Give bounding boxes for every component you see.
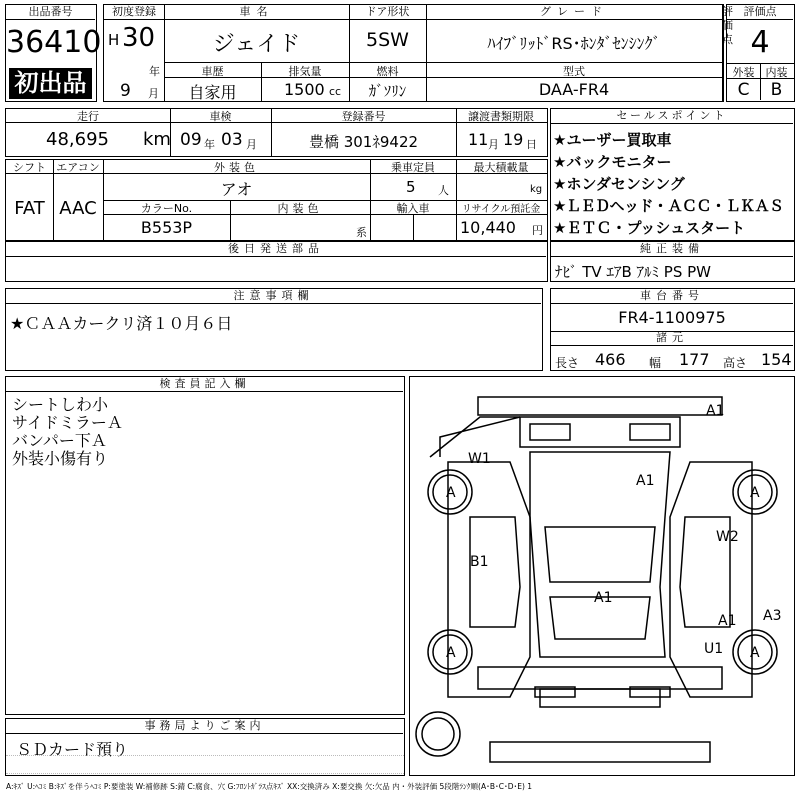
inspection-month: 03: [221, 130, 243, 150]
lot-label: 出品番号: [6, 5, 95, 20]
transfer-month: 11: [468, 130, 489, 149]
mark-roof: A1: [594, 590, 613, 606]
sales-point-4: ★ＬＥＤヘッド・ＡＣＣ・ＬＫＡＳ: [553, 197, 784, 215]
later-parts-box: [5, 241, 548, 282]
sales-point-3: ★ホンダセンシング: [553, 175, 685, 193]
chassis-label: 車台番号: [551, 289, 793, 304]
door-label: ドア形状: [349, 5, 426, 20]
model-value: DAA-FR4: [538, 80, 610, 99]
displacement-label: 排気量: [288, 65, 322, 78]
dimensions-label: 諸元: [551, 331, 793, 346]
sales-points-box: [550, 108, 795, 241]
genuine-value: ﾅﾋﾞ TV ｴｱB ｱﾙﾐ PS PW: [555, 263, 711, 281]
color-no-value: B553P: [140, 218, 193, 237]
car-name-value: ジェイド: [212, 32, 301, 57]
transfer-month-unit: 月: [488, 138, 499, 151]
mark-wheel-rr: A: [750, 645, 760, 661]
interior-grade-label: 内装: [765, 66, 788, 79]
int-color-label: 内装色: [277, 202, 323, 215]
registration-box: [5, 108, 548, 157]
aircon-label: エアコン: [56, 161, 100, 174]
first-reg-era: H: [108, 31, 120, 49]
mark-w2: W2: [716, 529, 739, 545]
chassis-box: [550, 288, 795, 371]
color-no-label: カラーNo.: [140, 202, 193, 215]
inspector-line-2: サイドミラーＡ: [12, 413, 123, 432]
transfer-label: 譲渡書類期限: [468, 110, 534, 123]
first-listing-badge: [9, 68, 92, 99]
mark-wheel-rl: A: [446, 645, 456, 661]
max-load-label: 最大積載量: [473, 161, 529, 174]
mark-w1: W1: [468, 451, 491, 467]
caution-value: ★ＣＡＡカークリ済１０月６日: [10, 314, 233, 333]
mileage-label: 走行: [77, 110, 99, 123]
grade-label: グレード: [426, 5, 722, 20]
inspector-line-4: 外装小傷有り: [12, 449, 109, 468]
mark-front-bumper: A1: [706, 403, 725, 419]
inspection-label: 車検: [209, 110, 232, 123]
capacity-label: 乗車定員: [391, 161, 435, 174]
office-value: ＳＤカード預り: [16, 740, 129, 759]
transfer-day-unit: 日: [526, 138, 537, 151]
displacement-unit: cc: [329, 85, 342, 98]
caution-label: 注意事項欄: [6, 289, 541, 304]
later-parts-label: 後日発送部品: [6, 242, 546, 257]
sales-point-1: ★ユーザー買取車: [553, 131, 672, 149]
int-color-unit: 系: [356, 226, 367, 239]
import-label: 輸入車: [396, 202, 430, 215]
inspector-label: 検査員記入欄: [6, 377, 403, 392]
width-label: 幅: [649, 356, 662, 370]
caution-box: [5, 288, 543, 371]
mark-u1: U1: [704, 641, 724, 657]
shift-label: シフト: [13, 161, 46, 174]
width-value: 177: [679, 350, 710, 369]
mark-hood: A1: [636, 473, 655, 489]
inspector-box: [5, 376, 405, 715]
score-header: 評価点: [727, 5, 793, 20]
exterior-grade-label: 外装: [732, 66, 755, 79]
inspector-line-3: バンパー下Ａ: [12, 431, 107, 450]
capacity-unit: 人: [438, 184, 449, 197]
mark-wheel-fl: A: [446, 485, 456, 501]
height-label: 高さ: [723, 356, 748, 370]
inspection-year-unit: 年: [204, 138, 215, 151]
door-value: 5SW: [366, 29, 409, 51]
interior-grade-value: B: [770, 80, 783, 100]
capacity-value: 5: [406, 178, 416, 196]
car-name-label: 車名: [164, 5, 349, 20]
lot-number: 36410: [6, 25, 102, 60]
sales-point-5: ★ＥＴＣ・プッシュスタート: [553, 219, 746, 237]
genuine-box: [550, 241, 795, 282]
recycle-label: リサイクル預託金: [461, 204, 541, 215]
first-reg-year-unit: 年: [149, 65, 160, 78]
inspection-month-unit: 月: [246, 138, 257, 151]
first-listing-text: 初出品: [14, 69, 87, 97]
max-load-unit: kg: [530, 184, 543, 195]
first-reg-label: 初度登録: [104, 5, 164, 20]
score-value: 4: [750, 25, 770, 60]
fuel-value: ｶﾞｿﾘﾝ: [368, 82, 407, 100]
first-reg-month: 9: [120, 81, 131, 101]
ext-color-value: アオ: [220, 180, 253, 199]
aircon-value: AAC: [59, 198, 97, 219]
inspector-line-1: シートしわ小: [12, 395, 109, 414]
legend-text: A:ｷｽﾞ U:ﾍｺﾐ B:ｷｽﾞを伴うﾍｺﾐ P:要塗装 W:補修跡 S:錆 C:腐食、穴 G:ﾌﾛﾝﾄｶﾞﾗｽ点ｷｽﾞ XX:交換済み X:要交換 欠:欠品 内・外装評価 5段階ﾗﾝｸ順(A･B･C･D･E) 1: [6, 782, 533, 791]
damage-diagram: [409, 376, 795, 776]
mark-wheel-fr: A: [750, 485, 760, 501]
vehicle-info-box: 初度登録 H 30 年 9 月 車名 ジェイド ドア形状 5SW グレード ﾊｲﾌﾞﾘｯﾄﾞRS･ﾎﾝﾀﾞｾﾝｼﾝｸﾞ 車歴 自家用 排気量 1500 cc 燃料 ｶﾞｿﾘﾝ 型式 DAA-FR4 評価点: [103, 4, 724, 102]
ext-color-label: 外装色: [214, 161, 259, 174]
exterior-grade-value: C: [737, 80, 750, 100]
score-box: [726, 4, 795, 102]
recycle-unit: 円: [532, 224, 543, 237]
grade-value: ﾊｲﾌﾞﾘｯﾄﾞRS･ﾎﾝﾀﾞｾﾝｼﾝｸﾞ: [487, 34, 661, 53]
spec-box: [5, 159, 548, 241]
shift-value: FAT: [14, 198, 45, 219]
plate-value: 豊橋 301ﾈ9422: [308, 133, 419, 151]
history-label: 車歴: [201, 65, 224, 78]
recycle-value: 10,440: [460, 218, 516, 237]
chassis-value: FR4-1100975: [618, 308, 726, 327]
inspection-year: 09: [180, 130, 202, 150]
history-value: 自家用: [188, 83, 237, 102]
displacement-value: 1500: [284, 80, 325, 99]
mark-rear-right: A1: [718, 613, 737, 629]
transfer-day: 19: [503, 130, 524, 149]
first-reg-month-unit: 月: [148, 87, 159, 100]
mileage-unit: km: [143, 129, 171, 150]
office-box: [5, 718, 405, 776]
mark-b1: B1: [470, 554, 489, 570]
sales-points-label: セールスポイント: [551, 109, 793, 124]
car-diagram-svg: [410, 377, 793, 774]
first-reg-year: 30: [122, 23, 156, 53]
length-label: 長さ: [555, 356, 580, 370]
fuel-label: 燃料: [376, 65, 399, 78]
mileage-value: 48,695: [46, 129, 109, 150]
mark-a3: A3: [763, 608, 782, 624]
height-value: 154: [761, 350, 792, 369]
genuine-label: 純正装備: [551, 242, 793, 257]
sales-point-2: ★バックモニター: [553, 153, 672, 171]
model-label: 型式: [563, 65, 585, 78]
length-value: 466: [595, 350, 626, 369]
office-label: 事務局よりご案内: [6, 719, 403, 734]
lot-box: [5, 4, 102, 102]
plate-label: 登録番号: [341, 110, 386, 123]
